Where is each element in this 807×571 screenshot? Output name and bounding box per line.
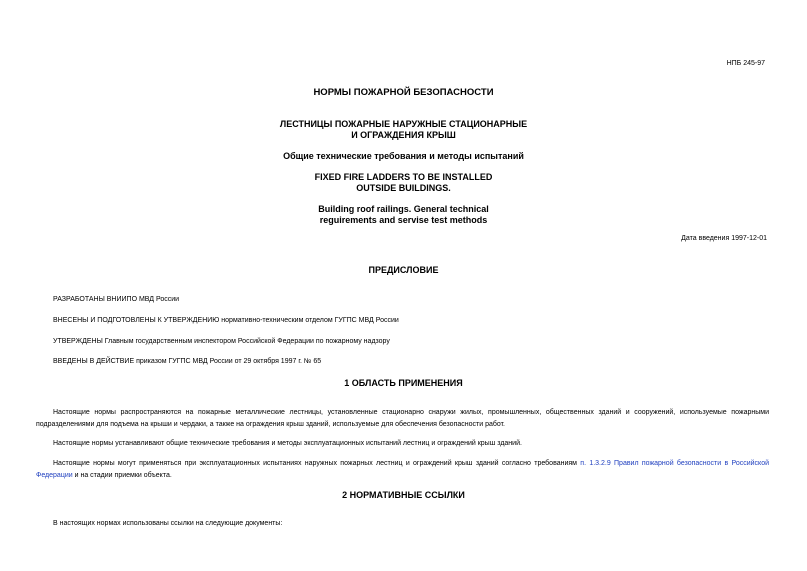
subtitle-en-line2: OUTSIDE BUILDINGS. bbox=[356, 183, 451, 193]
subtitle-en-line3: Building roof railings. General technical bbox=[318, 204, 489, 214]
subtitle-ru-requirements: Общие технические требования и методы испытаний bbox=[283, 151, 524, 161]
foreword-enacted: ВВЕДЕНЫ В ДЕЙСТВИЕ приказом ГУГПС МВД России от 29 октября 1997 г. № 65 bbox=[53, 358, 322, 365]
subtitle-en-line4: reguirements and servise test methods bbox=[319, 215, 488, 225]
section1-paragraph-3-tail: и на стадии приемки объекта. bbox=[72, 472, 172, 479]
foreword-submitted: ВНЕСЕНЫ И ПОДГОТОВЛЕНЫ К УТВЕРЖДЕНИЮ нормативно-техническим отделом ГУГПС МВД России bbox=[53, 317, 399, 324]
foreword-approved: УТВЕРЖДЕНЫ Главным государственным инспектором Российской Федерации по пожарному надзору bbox=[53, 338, 390, 345]
subtitle-en-2 bbox=[0, 204, 807, 226]
subtitle-ru bbox=[0, 119, 807, 141]
intro-date: Дата введения 1997-12-01 bbox=[681, 235, 767, 242]
subtitle-ru-line1: ЛЕСТНИЦЫ ПОЖАРНЫЕ НАРУЖНЫЕ СТАЦИОНАРНЫЕ bbox=[279, 119, 528, 129]
foreword-developed: РАЗРАБОТАНЫ ВНИИПО МВД России bbox=[53, 296, 180, 303]
document-code: НПБ 245-97 bbox=[726, 60, 765, 67]
section1-paragraph-1: Настоящие нормы распространяются на пожарные металлические лестницы, установленные стационарно снаружи жилых, промышленных, общественных зданий и сооружений, используемые пожарными подразделениями для подъема на крыши и чердаки, а также на ограждения крыш зданий, используемые для обеспечения безопасности работ. bbox=[36, 409, 769, 428]
section1-paragraph-2: Настоящие нормы устанавливают общие технические требования и методы эксплуатационных испытаний лестниц и ограждений крыш зданий. bbox=[53, 440, 522, 447]
section2-heading: 2 НОРМАТИВНЫЕ ССЫЛКИ bbox=[342, 490, 465, 500]
foreword-heading: ПРЕДИСЛОВИЕ bbox=[368, 265, 439, 275]
subtitle-en-line1: FIXED FIRE LADDERS TO BE INSTALLED bbox=[314, 172, 493, 182]
subtitle-en bbox=[0, 172, 807, 194]
fire-safety-rules-link[interactable]: п. 1.3.2.9 Правил пожарной безопасности в Российской Федерации bbox=[36, 460, 769, 479]
subtitle-ru-line2: И ОГРАЖДЕНИЯ КРЫШ bbox=[351, 130, 456, 140]
section1-paragraph-3-text: Настоящие нормы могут применяться при эксплуатационных испытаниях наружных пожарных лестниц и ограждений крыш зданий согласно требованиям bbox=[53, 460, 581, 467]
section2-paragraph-1: В настоящих нормах использованы ссылки на следующие документы: bbox=[53, 520, 283, 527]
section1-paragraph-3 bbox=[36, 458, 769, 482]
section1-heading: 1 ОБЛАСТЬ ПРИМЕНЕНИЯ bbox=[344, 378, 463, 388]
document-title: НОРМЫ ПОЖАРНОЙ БЕЗОПАСНОСТИ bbox=[313, 87, 494, 98]
